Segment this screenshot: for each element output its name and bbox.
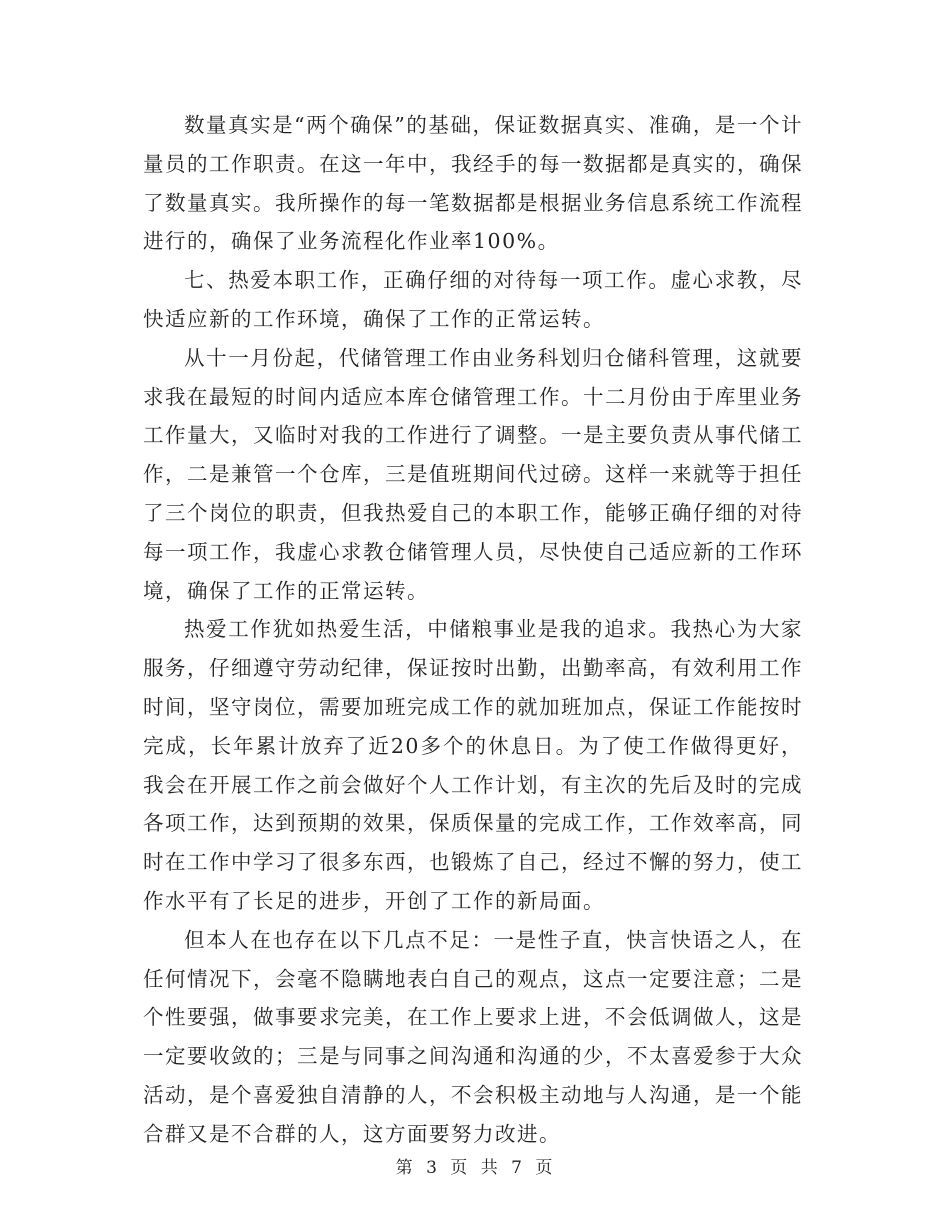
paragraph-shortcomings: 但本人在也存在以下几点不足：一是性子直，快言快语之人，在任何情况下，会毫不隐瞒地表白自己的观点，这点一定要注意；二是个性要强，做事要求完美，在工作上要求上进，不会低调做人，这是一定要收敛的；三是与同事之间沟通和沟通的少，不太喜爱参于大众活动，是个喜爱独自清静的人，不会积极主动地与人沟通，是一个能合群又是不合群的人，这方面要努力改进。: [143, 927, 803, 1146]
document-body: [143, 106, 803, 1154]
paragraph-section-seven-heading: 七、热爱本职工作，正确仔细的对待每一项工作。虚心求教，尽快适应新的工作环境，确保了工作的正常运转。: [143, 268, 803, 331]
paragraph-quantity-accuracy: 数量真实是“两个确保”的基础，保证数据真实、准确，是一个计量员的工作职责。在这一年中，我经手的每一数据都是真实的，确保了数量真实。我所操作的每一笔数据都是根据业务信息系统工作流程进行的，确保了业务流程化作业率100%。: [143, 113, 803, 254]
paragraph-storage-management: 从十一月份起，代储管理工作由业务科划归仓储科管理，这就要求我在最短的时间内适应本库仓储管理工作。十二月份由于库里业务工作量大，又临时对我的工作进行了调整。一是主要负责从事代储工作，二是兼管一个仓库，三是值班期间代过磅。这样一来就等于担任了三个岗位的职责，但我热爱自己的本职工作，能够正确仔细的对待每一项工作，我虚心求教仓储管理人员，尽快使自己适应新的工作环境，确保了工作的正常运转。: [143, 345, 803, 603]
page-number-footer: 第 3 页 共 7 页: [395, 1158, 555, 1178]
paragraph-work-attitude: 热爱工作犹如热爱生活，中储粮事业是我的追求。我热心为大家服务，仔细遵守劳动纪律，保证按时出勤，出勤率高，有效利用工作时间，坚守岗位，需要加班完成工作的就加班加点，保证工作能按时完成，长年累计放弃了近20多个的休息日。为了使工作做得更好，我会在开展工作之前会做好个人工作计划，有主次的先后及时的完成各项工作，达到预期的效果，保质保量的完成工作，工作效率高，同时在工作中学习了很多东西，也锻炼了自己，经过不懈的努力，使工作水平有了长足的进步，开创了工作的新局面。: [143, 617, 803, 913]
